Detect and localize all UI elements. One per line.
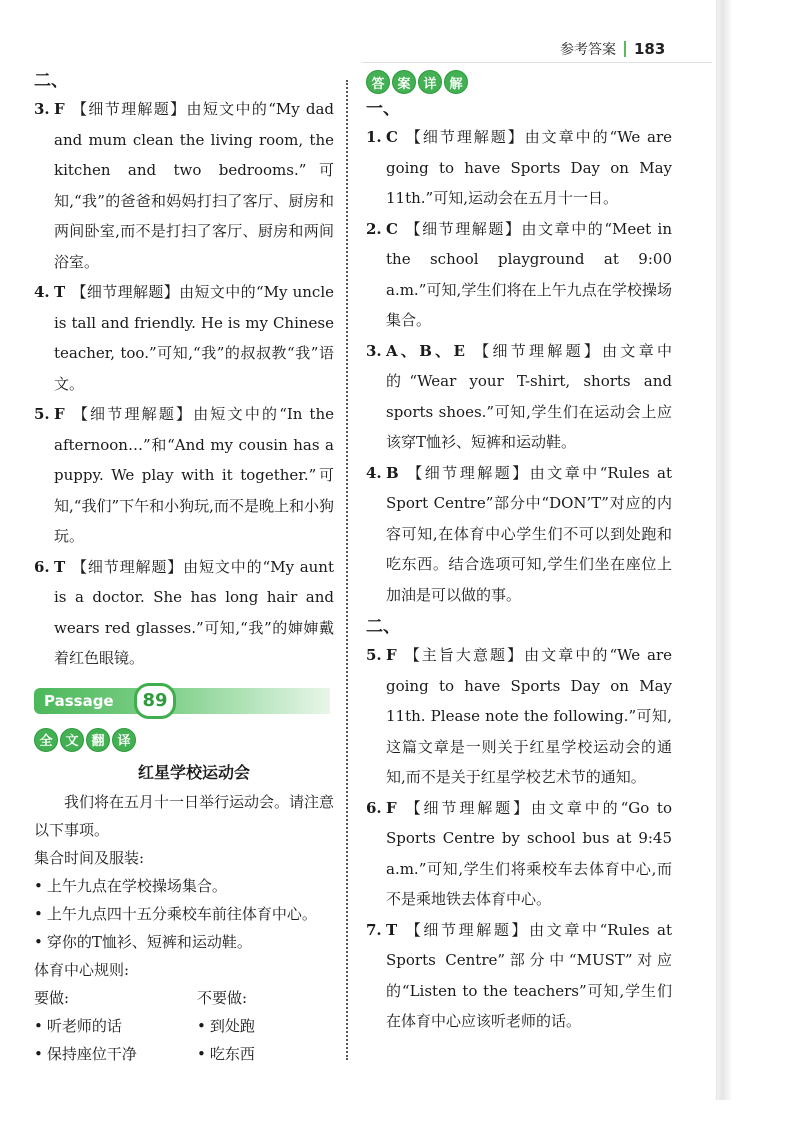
bullet-item: • 穿你的T恤衫、短裤和运动鞋。 [34, 928, 334, 956]
item-explanation: 【细节理解题】由短文中的“In the afternoon…”和“And my cousin has a puppy. We play with it together.”可知,“我们”下午和小狗玩,而不是晚上和小狗玩。 [54, 405, 334, 545]
answer-item [34, 94, 334, 277]
item-explanation: 【细节理解题】由文章中“Rules at Sport Centre”部分中“DON’T”对应的内容可知,在体育中心学生们不可以到处跑和吃东西。结合选项可知,学生们坐在座位上加油是可以做的事。 [386, 463, 672, 604]
passage-banner [34, 684, 334, 718]
item-body [386, 640, 672, 793]
badge-char: 案 [392, 70, 416, 94]
item-answer: T [54, 557, 66, 576]
item-body [386, 336, 672, 458]
answer-item [366, 458, 672, 611]
item-answer: A、B、E [386, 341, 465, 360]
item-number: 5. [34, 405, 50, 423]
section-title: 一、 [366, 99, 400, 119]
item-explanation: 【细节理解题】由文章中的“We are going to have Sports Day on May 11th.”可知,运动会在五月十一日。 [386, 128, 672, 207]
rules-row [34, 1040, 334, 1068]
badge-char: 全 [34, 728, 58, 752]
item-answer: C [386, 219, 398, 238]
answer-item [366, 336, 672, 458]
translation-badge [34, 728, 334, 752]
item-explanation: 【细节理解题】由短文中的“My dad and mum clean the living room, the kitchen and two bedrooms.”可知,“我”的爸爸和妈妈打扫了客厅、厨房和两间卧室,而不是打扫了客厅、厨房和两间浴室。 [54, 100, 334, 271]
page-edge [716, 0, 731, 1100]
item-explanation: 【主旨大意题】由文章中的“We are going to have Sports Day on May 11th. Please note the following.”可知,这篇文章是一则关于红星学校运动会的通知,而不是关于红星学校艺术节的通知。 [386, 646, 672, 786]
answer-item [34, 277, 334, 399]
dont-item: • 吃东西 [171, 1040, 334, 1068]
item-explanation: 【细节理解题】由短文中的“My uncle is tall and friendly. He is my Chinese teacher, too.”可知,“我”的叔叔教“我”语文。 [54, 283, 334, 393]
do-item: • 听老师的话 [34, 1012, 171, 1040]
item-explanation: 【细节理解题】由文章中“Rules at Sports Centre”部分中“MUST”对应的“Listen to the teachers”可知,学生们在体育中心应该听老师的话。 [386, 920, 672, 1030]
dont-heading: 不要做: [197, 988, 248, 1007]
rules-headings-row [34, 984, 334, 1012]
header-separator [624, 41, 626, 57]
item-explanation: 【细节理解题】由文章中的“Wear your T-shirt, shorts and sports shoes.”可知,学生们在运动会上应该穿T恤衫、短裤和运动鞋。 [386, 341, 672, 451]
right-column [366, 68, 672, 1037]
translation-title: 红星学校运动会 [137, 762, 250, 782]
item-body [386, 793, 672, 915]
passage-number: 89 [134, 683, 176, 719]
translation-intro: 我们将在五月十一日举行运动会。请注意以下事项。 [34, 792, 335, 839]
item-answer: F [54, 405, 65, 423]
answer-item [366, 640, 672, 793]
section-title: 二、 [366, 617, 400, 637]
answer-item [366, 122, 672, 214]
answer-item [366, 214, 672, 336]
rules-heading: 体育中心规则: [34, 960, 130, 979]
dont-item: • 到处跑 [171, 1012, 334, 1040]
do-item: • 保持座位干净 [34, 1040, 171, 1068]
item-explanation: 【细节理解题】由文章中的“Meet in the school playground at 9:00 a.m.”可知,学生们将在上午九点在学校操场集合。 [386, 219, 672, 329]
item-answer: F [386, 646, 397, 664]
item-number: 3. [34, 100, 50, 118]
badge-char: 译 [112, 728, 136, 752]
meeting-heading: 集合时间及服装: [34, 848, 145, 867]
left-column [34, 68, 334, 1068]
item-explanation: 【细节理解题】由文章中的“Go to Sports Centre by school bus at 9:45 a.m.”可知,学生们将乘校车去体育中心,而不是乘地铁去体育中心。 [386, 798, 672, 908]
page-header [560, 36, 665, 62]
badge-char: 文 [60, 728, 84, 752]
section-title: 二、 [34, 71, 68, 91]
answer-item [34, 399, 334, 552]
badge-char: 翻 [86, 728, 110, 752]
badge-char: 解 [444, 70, 468, 94]
item-body [386, 214, 672, 336]
item-answer: T [54, 283, 66, 301]
item-number: 6. [34, 557, 50, 576]
answer-item [34, 552, 334, 674]
item-answer: C [386, 128, 398, 146]
do-heading: 要做: [34, 988, 70, 1007]
item-body [386, 915, 672, 1037]
item-body [54, 277, 334, 399]
item-body [386, 458, 672, 611]
item-answer: B [386, 463, 399, 482]
item-explanation: 【细节理解题】由短文中的“My aunt is a doctor. She has long hair and wears red glasses.”可知,“我”的婶婶戴着红色眼镜。 [54, 557, 334, 667]
item-answer: T [386, 920, 398, 939]
item-number: 1. [366, 128, 382, 146]
item-number: 2. [366, 219, 382, 238]
item-body [386, 122, 672, 214]
page-number: 183 [634, 40, 666, 58]
item-answer: F [54, 100, 65, 118]
header-label: 参考答案 [560, 42, 616, 58]
item-body [54, 399, 334, 552]
item-answer: F [386, 798, 397, 817]
badge-char: 详 [418, 70, 442, 94]
answer-badge [366, 70, 672, 94]
item-number: 4. [34, 283, 50, 301]
column-divider [346, 80, 348, 1060]
item-number: 7. [366, 920, 382, 939]
answer-item [366, 915, 672, 1037]
rules-row [34, 1012, 334, 1040]
bullet-item: • 上午九点四十五分乘校车前往体育中心。 [34, 900, 334, 928]
badge-char: 答 [366, 70, 390, 94]
answer-item [366, 793, 672, 915]
item-body [54, 94, 334, 277]
bullet-item: • 上午九点在学校操场集合。 [34, 872, 334, 900]
item-number: 3. [366, 341, 382, 360]
item-number: 5. [366, 646, 382, 664]
item-number: 6. [366, 798, 382, 817]
item-body [54, 552, 334, 674]
header-rule [362, 62, 712, 63]
item-number: 4. [366, 463, 382, 482]
passage-label: Passage [44, 691, 114, 710]
